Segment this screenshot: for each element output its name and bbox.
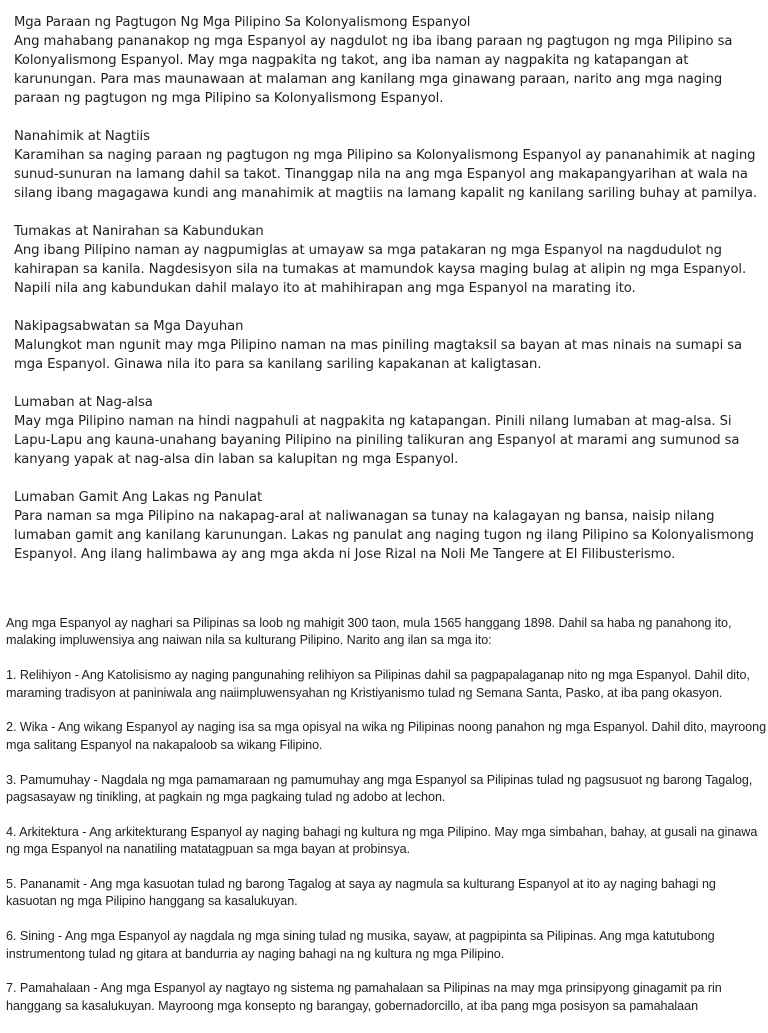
list-item: 5. Pananamit - Ang mga kasuotan tulad ng barong Tagalog at saya ay nagmula sa kulturang Espanyol at ito ay naging bahagi ng kasuotan ng mga Pilipino hanggang sa kasalukuyan. <box>6 877 716 909</box>
list-item: 6. Sining - Ang mga Espanyol ay nagdala ng mga sining tulad ng musika, sayaw, at pagpipinta sa Pilipinas. Ang mga katutubong instrumentong tulad ng gitara at bandurria ay naging bahagi na ng kultura ng mga Pilipino. <box>6 929 715 961</box>
section-heading: Nakipagsabwatan sa Mga Dayuhan <box>14 319 244 334</box>
section-lumaban <box>14 393 760 469</box>
article-responses <box>14 13 760 583</box>
section-heading: Tumakas at Nanirahan sa Kabundukan <box>14 224 264 239</box>
section-nakipagsabwatan <box>14 317 760 374</box>
section-heading: Nanahimik at Nagtiis <box>14 129 150 144</box>
section-paragraph: May mga Pilipino naman na hindi nagpahuli at nagpakita ng katapangan. Pinili nilang lumaban at mag-alsa. Si Lapu-Lapu ang kauna-unahang bayaning Pilipino na piniling talikuran ang Espanyol at marami ang sumunod sa kanyang yapak at nag-alsa din laban sa kalupitan ng mga Espanyol. <box>14 414 740 467</box>
list-item: 3. Pamumuhay - Nagdala ng mga pamamaraan ng pamumuhay ang mga Espanyol sa Pilipinas tulad ng pagsusuot ng barong Tagalog, pagsasayaw ng tinikling, at pagkain ng mga pagkaing tulad ng adobo at lechon. <box>6 772 753 805</box>
section-paragraph: Ang ibang Pilipino naman ay nagpumiglas at umayaw sa mga patakaran ng mga Espanyol na nagdudulot ng kahirapan sa kanila. Nagdesisyon sila na tumakas at mamundok kaysa maging bulag at alipin ng mga Espanyol. Napili nila ang kabundukan dahil malayo ito at mahihirapan ang mga Espanyol na marating ito. <box>14 243 747 296</box>
list-item: 1. Relihiyon - Ang Katolisismo ay naging pangunahing relihiyon sa Pilipinas dahil sa pagpapalaganap nito ng mga Espanyol. Dahil dito, maraming tradisyon at paniniwala ang naiimpluwensyahan ng Kristiyanismo tulad ng Semana Santa, Pasko, at iba pang okasyon. <box>6 668 750 700</box>
section-heading: Lumaban Gamit Ang Lakas ng Panulat <box>14 490 263 505</box>
section-panulat <box>14 488 760 564</box>
section-tumakas <box>14 222 760 298</box>
intro-block <box>14 13 760 108</box>
section-heading: Lumaban at Nag-alsa <box>14 395 153 410</box>
section-paragraph: Para naman sa mga Pilipino na nakapag-aral at naliwanagan sa tunay na kalagayan ng bansa, naisip nilang lumaban gamit ang kanilang karunungan. Lakas ng panulat ang naging tugon ng ilang Pilipino sa Kolonyalismong Espanyol. Ang ilang halimbawa ay ang mga akda ni Jose Rizal na Noli Me Tangere at El Filibusterismo. <box>14 509 754 562</box>
section-paragraph: Malungkot man ngunit may mga Pilipino naman na mas piniling magtaksil sa bayan at mas ninais na sumapi sa mga Espanyol. Ginawa nila ito para sa kanilang sariling kapakanan at kaligtasan. <box>14 338 743 372</box>
list-item: 7. Pamahalaan - Ang mga Espanyol ay nagtayo ng sistema ng pamahalaan sa Pilipinas na may mga prinsipyong ginagamit pa rin hanggang sa kasalukuyan. Mayroong mga konsepto ng barangay, gobernadorcillo, at iba pang mga posisyon sa pamahalaan <box>6 981 722 1013</box>
influences-intro: Ang mga Espanyol ay naghari sa Pilipinas sa loob ng mahigit 300 taon, mula 1565 hanggang 1898. Dahil sa haba ng panahong ito, malaking impluwensiya ang naiwan nila sa kulturang Pilipino. Narito ang ilan sa mga ito: <box>6 616 732 648</box>
list-item: 2. Wika - Ang wikang Espanyol ay naging isa sa mga opisyal na wika ng Pilipinas noong panahon ng mga Espanyol. Dahil dito, mayroong mga salitang Espanyol na nakapaloob sa wikang Filipino. <box>6 720 767 752</box>
article-title: Mga Paraan ng Pagtugon Ng Mga Pilipino Sa Kolonyalismong Espanyol <box>14 15 471 30</box>
section-paragraph: Karamihan sa naging paraan ng pagtugon ng mga Pilipino sa Kolonyalismong Espanyol ay pananahimik at naging sunud-sunuran na lamang dahil sa takot. Tinanggap nila na ang mga Espanyol ang makapangyarihan at wala na silang ibang magagawa kundi ang manahimik at magtiis na lamang kapalit ng kanilang sariling buhay at pamilya. <box>14 148 757 201</box>
section-nanahimik <box>14 127 760 203</box>
list-item: 4. Arkitektura - Ang arkitekturang Espanyol ay naging bahagi ng kultura ng mga Pilipino. May mga simbahan, bahay, at gusali na ginawa ng mga Espanyol na nanatiling matatagpuan sa mga bayan at probinsya. <box>6 824 758 857</box>
article-influences <box>6 615 768 1033</box>
intro-paragraph: Ang mahabang pananakop ng mga Espanyol ay nagdulot ng iba ibang paraan ng pagtugon ng mga Pilipino sa Kolonyalismong Espanyol. May mga nagpakita ng takot, ang iba naman ay nagpakita ng katapangan at karunungan. Para mas maunawaan at malaman ang kanilang mga ginawang paraan, narito ang mga naging paraan ng pagtugon ng mga Pilipino sa Kolonyalismong Espanyol. <box>14 34 733 106</box>
